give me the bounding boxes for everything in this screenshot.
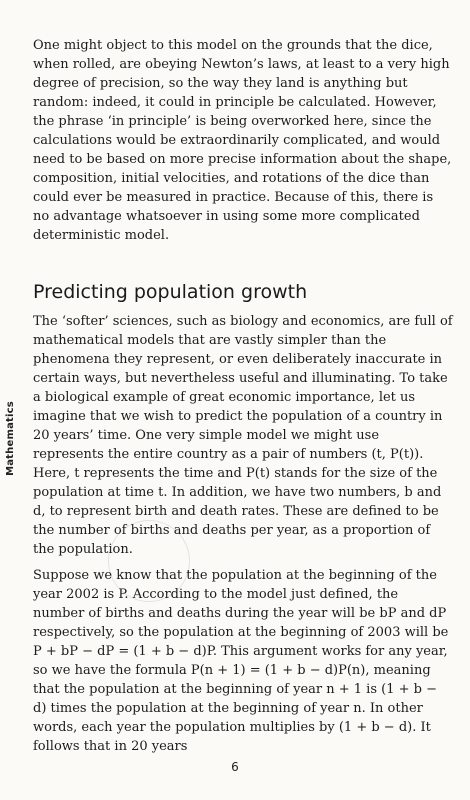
paragraph-text: Suppose we know that the population at the beginning of the year 2002 is P. According to the model just defined, the number of births and deaths during the year will be bP and dP respectively, so the population at the beginning of 2003 will be P + bP − dP = (1 + b − d)P. This argument works for any year, so we have the formula P(n + 1) = (1 + b − d)P(n), meaning that the population at the beginning of year n + 1 is (1 + b − d) times the population at the beginning of year n. In other words, each year the population multiplies by (1 + b − d). It follows that in 20 years [33, 568, 449, 754]
paragraph-text: One might object to this model on the grounds that the dice, when rolled, are obeying Newton’s laws, at least to a very high degree of precision, so the way they land is anything but random: indeed, it could in principle be calculated. However, the phrase ‘in principle’ is being overworked here, since the calculations would be extraordinarily complicated, and would need to be based on more precise information about the shape, composition, initial velocities, and rotations of the dice than could ever be measured in practice. Because of this, there is no advantage whatsoever in using some more complicated deterministic model. [33, 38, 452, 243]
body-paragraph-1 [33, 36, 453, 245]
side-label-text: Mathematics [4, 400, 16, 476]
body-paragraph-2 [33, 312, 453, 559]
paragraph-text: The ‘softer’ sciences, such as biology and economics, are full of mathematical models that are vastly simpler than the phenomena they represent, or even deliberately inaccurate in certain ways, but nevertheless useful and illuminating. To take a biological example of great economic importance, let us imagine that we wish to predict the population of a country in 20 years’ time. One very simple model we might use represents the entire country as a pair of numbers (t, P(t)). Here, t represents the time and P(t) stands for the size of the population at time t. In addition, we have two numbers, b and d, to represent birth and death rates. These are defined to be the number of births and deaths per year, as a proportion of the population. [33, 314, 453, 557]
body-paragraph-3 [33, 566, 453, 756]
side-section-label [0, 388, 20, 488]
page-number: 6 [231, 760, 239, 774]
section-heading: Predicting population growth [33, 281, 308, 303]
